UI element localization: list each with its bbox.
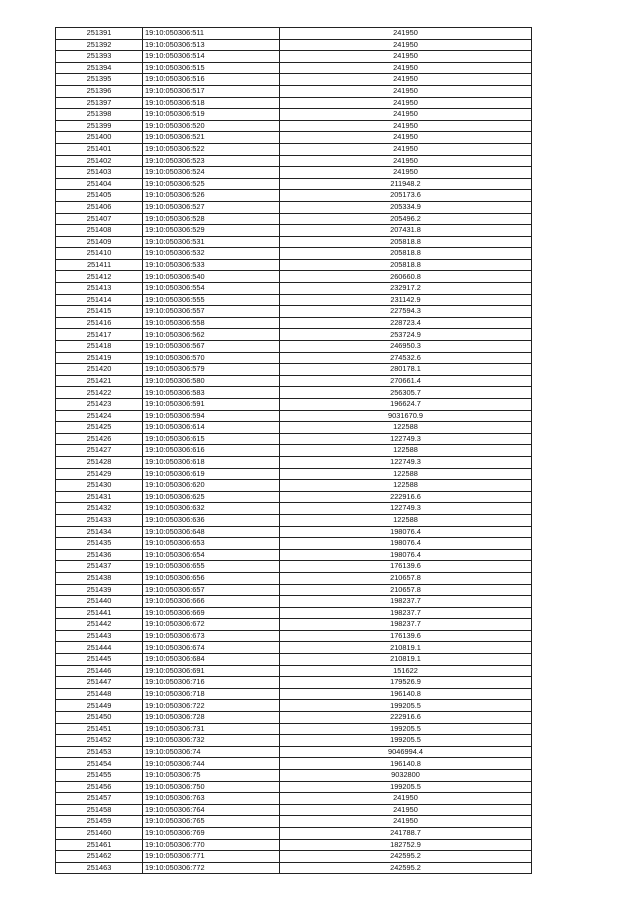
cell-value: 9032800 bbox=[280, 770, 532, 782]
table-row bbox=[56, 526, 532, 538]
cell-cadastral-number: 19:10:050306:579 bbox=[143, 364, 280, 376]
table-row bbox=[56, 584, 532, 596]
cell-value: 205818.8 bbox=[280, 248, 532, 260]
cell-cadastral-number: 19:10:050306:74 bbox=[143, 746, 280, 758]
cell-value: 196140.8 bbox=[280, 688, 532, 700]
table-row bbox=[56, 39, 532, 51]
cell-cadastral-number: 19:10:050306:763 bbox=[143, 793, 280, 805]
table-row bbox=[56, 700, 532, 712]
cell-id: 251429 bbox=[56, 468, 143, 480]
cell-id: 251448 bbox=[56, 688, 143, 700]
cell-id: 251457 bbox=[56, 793, 143, 805]
cell-cadastral-number: 19:10:050306:522 bbox=[143, 143, 280, 155]
cell-id: 251392 bbox=[56, 39, 143, 51]
cell-id: 251438 bbox=[56, 572, 143, 584]
cell-id: 251431 bbox=[56, 491, 143, 503]
cell-id: 251425 bbox=[56, 422, 143, 434]
cell-value: 198076.4 bbox=[280, 526, 532, 538]
cell-cadastral-number: 19:10:050306:674 bbox=[143, 642, 280, 654]
cell-id: 251440 bbox=[56, 596, 143, 608]
cell-id: 251449 bbox=[56, 700, 143, 712]
cell-id: 251453 bbox=[56, 746, 143, 758]
cell-id: 251446 bbox=[56, 665, 143, 677]
table-row bbox=[56, 607, 532, 619]
table-row bbox=[56, 329, 532, 341]
cell-id: 251394 bbox=[56, 62, 143, 74]
table-row bbox=[56, 480, 532, 492]
cell-id: 251398 bbox=[56, 109, 143, 121]
cell-value: 241950 bbox=[280, 85, 532, 97]
cell-cadastral-number: 19:10:050306:520 bbox=[143, 120, 280, 132]
table-row bbox=[56, 248, 532, 260]
cell-id: 251409 bbox=[56, 236, 143, 248]
cell-value: 241950 bbox=[280, 804, 532, 816]
cell-cadastral-number: 19:10:050306:718 bbox=[143, 688, 280, 700]
cell-cadastral-number: 19:10:050306:772 bbox=[143, 862, 280, 874]
cell-value: 227594.3 bbox=[280, 306, 532, 318]
cell-cadastral-number: 19:10:050306:557 bbox=[143, 306, 280, 318]
cell-value: 122749.3 bbox=[280, 433, 532, 445]
cell-cadastral-number: 19:10:050306:540 bbox=[143, 271, 280, 283]
cell-cadastral-number: 19:10:050306:655 bbox=[143, 561, 280, 573]
cell-value: 241950 bbox=[280, 51, 532, 63]
cell-cadastral-number: 19:10:050306:558 bbox=[143, 317, 280, 329]
table-row bbox=[56, 572, 532, 584]
cell-id: 251460 bbox=[56, 827, 143, 839]
cell-id: 251451 bbox=[56, 723, 143, 735]
table-row bbox=[56, 758, 532, 770]
cell-cadastral-number: 19:10:050306:555 bbox=[143, 294, 280, 306]
cell-cadastral-number: 19:10:050306:554 bbox=[143, 283, 280, 295]
cell-id: 251406 bbox=[56, 201, 143, 213]
cell-id: 251417 bbox=[56, 329, 143, 341]
cell-value: 242595.2 bbox=[280, 862, 532, 874]
cell-value: 210657.8 bbox=[280, 584, 532, 596]
table-row bbox=[56, 793, 532, 805]
cell-id: 251399 bbox=[56, 120, 143, 132]
cell-id: 251391 bbox=[56, 28, 143, 40]
cell-id: 251400 bbox=[56, 132, 143, 144]
cell-value: 228723.4 bbox=[280, 317, 532, 329]
cell-value: 199205.5 bbox=[280, 700, 532, 712]
cell-value: 182752.9 bbox=[280, 839, 532, 851]
cell-cadastral-number: 19:10:050306:516 bbox=[143, 74, 280, 86]
cell-value: 205496.2 bbox=[280, 213, 532, 225]
cell-value: 9031670.9 bbox=[280, 410, 532, 422]
cell-value: 246950.3 bbox=[280, 341, 532, 353]
cell-cadastral-number: 19:10:050306:620 bbox=[143, 480, 280, 492]
table-row bbox=[56, 51, 532, 63]
cell-cadastral-number: 19:10:050306:567 bbox=[143, 341, 280, 353]
cell-cadastral-number: 19:10:050306:594 bbox=[143, 410, 280, 422]
table-row bbox=[56, 642, 532, 654]
cell-cadastral-number: 19:10:050306:517 bbox=[143, 85, 280, 97]
cell-value: 241950 bbox=[280, 132, 532, 144]
table-row bbox=[56, 630, 532, 642]
cell-id: 251443 bbox=[56, 630, 143, 642]
table-row bbox=[56, 201, 532, 213]
table-row bbox=[56, 120, 532, 132]
cell-cadastral-number: 19:10:050306:618 bbox=[143, 456, 280, 468]
table-row bbox=[56, 294, 532, 306]
cell-value: 241950 bbox=[280, 28, 532, 40]
table-row bbox=[56, 862, 532, 874]
cell-cadastral-number: 19:10:050306:764 bbox=[143, 804, 280, 816]
cell-value: 241950 bbox=[280, 120, 532, 132]
cell-cadastral-number: 19:10:050306:524 bbox=[143, 167, 280, 179]
cell-id: 251436 bbox=[56, 549, 143, 561]
cell-cadastral-number: 19:10:050306:523 bbox=[143, 155, 280, 167]
cell-cadastral-number: 19:10:050306:684 bbox=[143, 654, 280, 666]
table-row bbox=[56, 654, 532, 666]
cell-id: 251414 bbox=[56, 294, 143, 306]
table-row bbox=[56, 804, 532, 816]
cell-value: 232917.2 bbox=[280, 283, 532, 295]
cell-id: 251395 bbox=[56, 74, 143, 86]
table-row bbox=[56, 712, 532, 724]
table-row bbox=[56, 735, 532, 747]
table-row bbox=[56, 178, 532, 190]
cell-id: 251422 bbox=[56, 387, 143, 399]
cell-id: 251415 bbox=[56, 306, 143, 318]
cell-id: 251411 bbox=[56, 259, 143, 271]
cell-id: 251393 bbox=[56, 51, 143, 63]
cell-id: 251419 bbox=[56, 352, 143, 364]
cell-cadastral-number: 19:10:050306:511 bbox=[143, 28, 280, 40]
table-row bbox=[56, 143, 532, 155]
table-row bbox=[56, 341, 532, 353]
cell-value: 241950 bbox=[280, 97, 532, 109]
table-row bbox=[56, 28, 532, 40]
cell-value: 199205.5 bbox=[280, 735, 532, 747]
cell-value: 198076.4 bbox=[280, 538, 532, 550]
table-row bbox=[56, 62, 532, 74]
table-row bbox=[56, 167, 532, 179]
cell-value: 205818.8 bbox=[280, 259, 532, 271]
cell-value: 256305.7 bbox=[280, 387, 532, 399]
cell-cadastral-number: 19:10:050306:526 bbox=[143, 190, 280, 202]
cell-cadastral-number: 19:10:050306:527 bbox=[143, 201, 280, 213]
cell-value: 196140.8 bbox=[280, 758, 532, 770]
cell-id: 251447 bbox=[56, 677, 143, 689]
cell-value: 241950 bbox=[280, 816, 532, 828]
table-row bbox=[56, 155, 532, 167]
table-row bbox=[56, 74, 532, 86]
table-row bbox=[56, 352, 532, 364]
table-row bbox=[56, 259, 532, 271]
table-row bbox=[56, 422, 532, 434]
cell-cadastral-number: 19:10:050306:562 bbox=[143, 329, 280, 341]
table-row bbox=[56, 827, 532, 839]
cell-cadastral-number: 19:10:050306:691 bbox=[143, 665, 280, 677]
cell-value: 207431.8 bbox=[280, 225, 532, 237]
cell-value: 274532.6 bbox=[280, 352, 532, 364]
cell-id: 251461 bbox=[56, 839, 143, 851]
cell-id: 251442 bbox=[56, 619, 143, 631]
cell-cadastral-number: 19:10:050306:614 bbox=[143, 422, 280, 434]
cell-cadastral-number: 19:10:050306:770 bbox=[143, 839, 280, 851]
cell-cadastral-number: 19:10:050306:657 bbox=[143, 584, 280, 596]
cell-cadastral-number: 19:10:050306:583 bbox=[143, 387, 280, 399]
cell-value: 270661.4 bbox=[280, 375, 532, 387]
table-row bbox=[56, 132, 532, 144]
table-row bbox=[56, 97, 532, 109]
table-row bbox=[56, 770, 532, 782]
cell-id: 251401 bbox=[56, 143, 143, 155]
cell-value: 176139.6 bbox=[280, 630, 532, 642]
cell-id: 251424 bbox=[56, 410, 143, 422]
cell-value: 122588 bbox=[280, 422, 532, 434]
cell-cadastral-number: 19:10:050306:531 bbox=[143, 236, 280, 248]
cell-value: 253724.9 bbox=[280, 329, 532, 341]
cell-cadastral-number: 19:10:050306:653 bbox=[143, 538, 280, 550]
table-row bbox=[56, 596, 532, 608]
cell-value: 222916.6 bbox=[280, 712, 532, 724]
cell-value: 205173.6 bbox=[280, 190, 532, 202]
cell-cadastral-number: 19:10:050306:518 bbox=[143, 97, 280, 109]
cell-cadastral-number: 19:10:050306:744 bbox=[143, 758, 280, 770]
cell-cadastral-number: 19:10:050306:654 bbox=[143, 549, 280, 561]
cell-cadastral-number: 19:10:050306:771 bbox=[143, 851, 280, 863]
table-row bbox=[56, 190, 532, 202]
cell-value: 241950 bbox=[280, 109, 532, 121]
table-row bbox=[56, 665, 532, 677]
cell-cadastral-number: 19:10:050306:619 bbox=[143, 468, 280, 480]
cell-cadastral-number: 19:10:050306:648 bbox=[143, 526, 280, 538]
cell-value: 241950 bbox=[280, 793, 532, 805]
cell-cadastral-number: 19:10:050306:570 bbox=[143, 352, 280, 364]
cell-value: 210819.1 bbox=[280, 654, 532, 666]
table-row bbox=[56, 746, 532, 758]
cell-cadastral-number: 19:10:050306:533 bbox=[143, 259, 280, 271]
cell-cadastral-number: 19:10:050306:769 bbox=[143, 827, 280, 839]
cell-id: 251403 bbox=[56, 167, 143, 179]
cell-cadastral-number: 19:10:050306:728 bbox=[143, 712, 280, 724]
cell-value: 198237.7 bbox=[280, 607, 532, 619]
cell-cadastral-number: 19:10:050306:731 bbox=[143, 723, 280, 735]
table-row bbox=[56, 271, 532, 283]
data-table bbox=[55, 27, 532, 874]
cell-value: 179526.9 bbox=[280, 677, 532, 689]
table-row bbox=[56, 538, 532, 550]
table-row bbox=[56, 561, 532, 573]
cell-value: 241950 bbox=[280, 62, 532, 74]
cell-cadastral-number: 19:10:050306:669 bbox=[143, 607, 280, 619]
cell-value: 241950 bbox=[280, 167, 532, 179]
cell-cadastral-number: 19:10:050306:632 bbox=[143, 503, 280, 515]
cell-cadastral-number: 19:10:050306:666 bbox=[143, 596, 280, 608]
table-row bbox=[56, 387, 532, 399]
cell-value: 176139.6 bbox=[280, 561, 532, 573]
cell-id: 251412 bbox=[56, 271, 143, 283]
cell-cadastral-number: 19:10:050306:716 bbox=[143, 677, 280, 689]
table-row bbox=[56, 851, 532, 863]
cell-id: 251437 bbox=[56, 561, 143, 573]
cell-cadastral-number: 19:10:050306:521 bbox=[143, 132, 280, 144]
cell-cadastral-number: 19:10:050306:750 bbox=[143, 781, 280, 793]
cell-value: 241788.7 bbox=[280, 827, 532, 839]
cell-value: 280178.1 bbox=[280, 364, 532, 376]
cell-id: 251402 bbox=[56, 155, 143, 167]
cell-value: 122749.3 bbox=[280, 456, 532, 468]
cell-id: 251407 bbox=[56, 213, 143, 225]
cell-cadastral-number: 19:10:050306:625 bbox=[143, 491, 280, 503]
table-row bbox=[56, 781, 532, 793]
cell-value: 231142.9 bbox=[280, 294, 532, 306]
cell-cadastral-number: 19:10:050306:672 bbox=[143, 619, 280, 631]
table-row bbox=[56, 410, 532, 422]
cell-id: 251430 bbox=[56, 480, 143, 492]
table-row bbox=[56, 839, 532, 851]
table-row bbox=[56, 503, 532, 515]
cell-cadastral-number: 19:10:050306:615 bbox=[143, 433, 280, 445]
cell-id: 251458 bbox=[56, 804, 143, 816]
cell-id: 251432 bbox=[56, 503, 143, 515]
cell-id: 251421 bbox=[56, 375, 143, 387]
table-row bbox=[56, 549, 532, 561]
cell-id: 251434 bbox=[56, 526, 143, 538]
cell-id: 251441 bbox=[56, 607, 143, 619]
cell-value: 210819.1 bbox=[280, 642, 532, 654]
cell-cadastral-number: 19:10:050306:75 bbox=[143, 770, 280, 782]
cell-cadastral-number: 19:10:050306:732 bbox=[143, 735, 280, 747]
cell-value: 222916.6 bbox=[280, 491, 532, 503]
cell-id: 251439 bbox=[56, 584, 143, 596]
cell-id: 251455 bbox=[56, 770, 143, 782]
cell-value: 122588 bbox=[280, 445, 532, 457]
table-row bbox=[56, 364, 532, 376]
cell-id: 251444 bbox=[56, 642, 143, 654]
cell-id: 251396 bbox=[56, 85, 143, 97]
cell-cadastral-number: 19:10:050306:591 bbox=[143, 399, 280, 411]
cell-id: 251459 bbox=[56, 816, 143, 828]
cell-id: 251456 bbox=[56, 781, 143, 793]
cell-id: 251420 bbox=[56, 364, 143, 376]
cell-value: 198076.4 bbox=[280, 549, 532, 561]
cell-cadastral-number: 19:10:050306:765 bbox=[143, 816, 280, 828]
table-row bbox=[56, 317, 532, 329]
table-row bbox=[56, 85, 532, 97]
table-row bbox=[56, 109, 532, 121]
cell-cadastral-number: 19:10:050306:656 bbox=[143, 572, 280, 584]
cell-value: 241950 bbox=[280, 155, 532, 167]
cell-cadastral-number: 19:10:050306:580 bbox=[143, 375, 280, 387]
table-row bbox=[56, 236, 532, 248]
cell-id: 251435 bbox=[56, 538, 143, 550]
table-row bbox=[56, 225, 532, 237]
table-row bbox=[56, 816, 532, 828]
table-row bbox=[56, 723, 532, 735]
cell-cadastral-number: 19:10:050306:636 bbox=[143, 514, 280, 526]
table-row bbox=[56, 306, 532, 318]
table-row bbox=[56, 468, 532, 480]
cell-id: 251428 bbox=[56, 456, 143, 468]
cell-id: 251404 bbox=[56, 178, 143, 190]
table-row bbox=[56, 491, 532, 503]
cell-id: 251426 bbox=[56, 433, 143, 445]
cell-id: 251445 bbox=[56, 654, 143, 666]
cell-value: 196624.7 bbox=[280, 399, 532, 411]
cell-cadastral-number: 19:10:050306:525 bbox=[143, 178, 280, 190]
cell-id: 251423 bbox=[56, 399, 143, 411]
cell-value: 242595.2 bbox=[280, 851, 532, 863]
table-row bbox=[56, 514, 532, 526]
cell-cadastral-number: 19:10:050306:528 bbox=[143, 213, 280, 225]
cell-value: 241950 bbox=[280, 74, 532, 86]
cell-value: 205818.8 bbox=[280, 236, 532, 248]
table-body bbox=[56, 28, 532, 874]
table-row bbox=[56, 456, 532, 468]
cell-cadastral-number: 19:10:050306:532 bbox=[143, 248, 280, 260]
table-row bbox=[56, 375, 532, 387]
table-row bbox=[56, 688, 532, 700]
cell-value: 151622 bbox=[280, 665, 532, 677]
cell-value: 9046994.4 bbox=[280, 746, 532, 758]
cell-id: 251427 bbox=[56, 445, 143, 457]
table-row bbox=[56, 283, 532, 295]
table-row bbox=[56, 619, 532, 631]
cell-cadastral-number: 19:10:050306:673 bbox=[143, 630, 280, 642]
cell-id: 251397 bbox=[56, 97, 143, 109]
table-row bbox=[56, 433, 532, 445]
table-row bbox=[56, 445, 532, 457]
cell-value: 211948.2 bbox=[280, 178, 532, 190]
cell-id: 251462 bbox=[56, 851, 143, 863]
cell-value: 205334.9 bbox=[280, 201, 532, 213]
cell-value: 122588 bbox=[280, 514, 532, 526]
cell-id: 251452 bbox=[56, 735, 143, 747]
cell-id: 251433 bbox=[56, 514, 143, 526]
cell-id: 251418 bbox=[56, 341, 143, 353]
cell-value: 241950 bbox=[280, 143, 532, 155]
cell-value: 122749.3 bbox=[280, 503, 532, 515]
cell-cadastral-number: 19:10:050306:519 bbox=[143, 109, 280, 121]
cell-cadastral-number: 19:10:050306:616 bbox=[143, 445, 280, 457]
cell-cadastral-number: 19:10:050306:722 bbox=[143, 700, 280, 712]
table-row bbox=[56, 213, 532, 225]
cell-id: 251405 bbox=[56, 190, 143, 202]
cell-id: 251463 bbox=[56, 862, 143, 874]
cell-cadastral-number: 19:10:050306:514 bbox=[143, 51, 280, 63]
cell-value: 199205.5 bbox=[280, 781, 532, 793]
cell-value: 122588 bbox=[280, 480, 532, 492]
table-row bbox=[56, 677, 532, 689]
cell-value: 198237.7 bbox=[280, 596, 532, 608]
cell-value: 199205.5 bbox=[280, 723, 532, 735]
cell-value: 122588 bbox=[280, 468, 532, 480]
table-row bbox=[56, 399, 532, 411]
cell-id: 251413 bbox=[56, 283, 143, 295]
cell-value: 241950 bbox=[280, 39, 532, 51]
cell-value: 210657.8 bbox=[280, 572, 532, 584]
cell-cadastral-number: 19:10:050306:515 bbox=[143, 62, 280, 74]
cell-value: 260660.8 bbox=[280, 271, 532, 283]
cell-id: 251416 bbox=[56, 317, 143, 329]
cell-id: 251408 bbox=[56, 225, 143, 237]
cell-cadastral-number: 19:10:050306:529 bbox=[143, 225, 280, 237]
cell-id: 251450 bbox=[56, 712, 143, 724]
cell-id: 251454 bbox=[56, 758, 143, 770]
cell-id: 251410 bbox=[56, 248, 143, 260]
cell-cadastral-number: 19:10:050306:513 bbox=[143, 39, 280, 51]
cell-value: 198237.7 bbox=[280, 619, 532, 631]
